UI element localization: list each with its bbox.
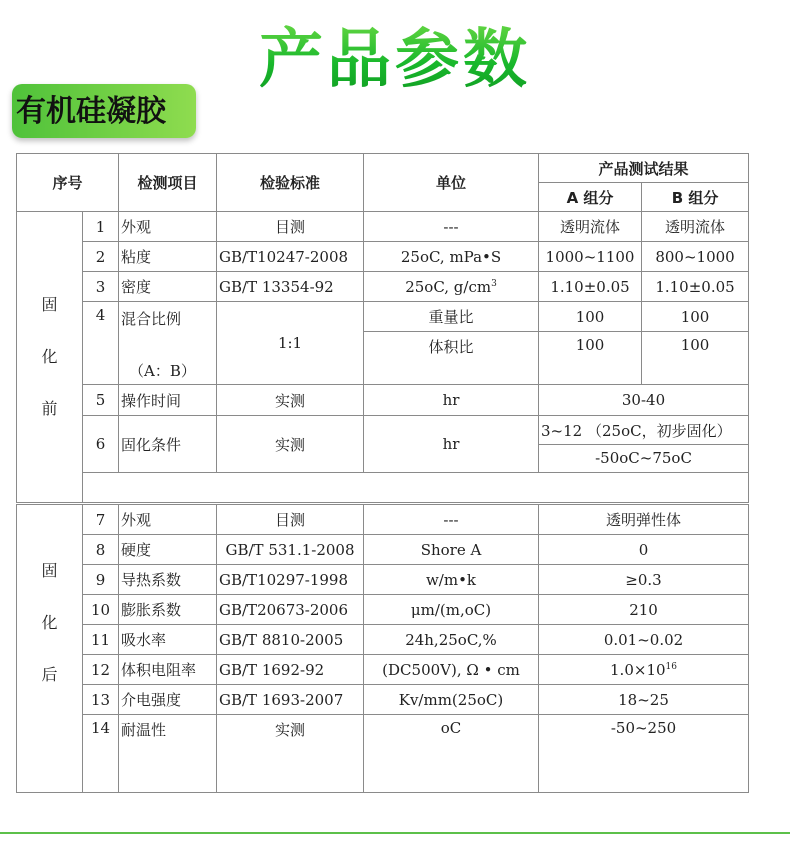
row-unit: --- bbox=[364, 212, 539, 242]
row-ab: 0.01~0.02 bbox=[539, 625, 749, 655]
row-no: 2 bbox=[83, 242, 119, 272]
group-after-cure: 固 化 后 bbox=[17, 505, 83, 793]
row-standard: 实测 bbox=[217, 715, 364, 793]
header-standard: 检验标准 bbox=[217, 154, 364, 212]
table-row bbox=[17, 416, 749, 445]
row-unit: oC bbox=[364, 715, 539, 793]
row-b: 透明流体 bbox=[642, 212, 749, 242]
row-item: 粘度 bbox=[119, 242, 217, 272]
row-ab: 0 bbox=[539, 535, 749, 565]
row-item: 膨胀系数 bbox=[119, 595, 217, 625]
row-item: 外观 bbox=[119, 212, 217, 242]
row-standard: 目测 bbox=[217, 212, 364, 242]
header-unit: 单位 bbox=[364, 154, 539, 212]
group-before-cure: 固 化 前 bbox=[17, 212, 83, 503]
row-no: 9 bbox=[83, 565, 119, 595]
table-row bbox=[17, 302, 749, 332]
table-row bbox=[17, 242, 749, 272]
table-row bbox=[17, 655, 749, 685]
row-item: 外观 bbox=[119, 505, 217, 535]
row-standard: GB/T 1692-92 bbox=[217, 655, 364, 685]
row-b: 1.10±0.05 bbox=[642, 272, 749, 302]
row-standard: GB/T 1693-2007 bbox=[217, 685, 364, 715]
row-item: 耐温性 bbox=[119, 715, 217, 793]
row-unit: hr bbox=[364, 385, 539, 416]
row-unit: 25oC, $g/cm^3$ bbox=[364, 272, 539, 302]
row-standard: GB/T20673-2006 bbox=[217, 595, 364, 625]
row-a: 透明流体 bbox=[539, 212, 642, 242]
row-no: 11 bbox=[83, 625, 119, 655]
row-item: 介电强度 bbox=[119, 685, 217, 715]
row-unit: Shore A bbox=[364, 535, 539, 565]
row-no: 7 bbox=[83, 505, 119, 535]
row-standard: GB/T10247-2008 bbox=[217, 242, 364, 272]
row-item: 硬度 bbox=[119, 535, 217, 565]
table-row bbox=[17, 212, 749, 242]
row-b: 100 bbox=[642, 332, 749, 385]
row-ab: -50oC~75oC bbox=[539, 445, 749, 473]
row-unit: --- bbox=[364, 505, 539, 535]
row-ab: 18~25 bbox=[539, 685, 749, 715]
row-standard: GB/T 8810-2005 bbox=[217, 625, 364, 655]
row-ab: $1.0\times 10^{16}$ bbox=[539, 655, 749, 685]
spec-table bbox=[16, 153, 749, 503]
row-standard: 目测 bbox=[217, 505, 364, 535]
table-row bbox=[17, 625, 749, 655]
row-no: 14 bbox=[83, 715, 119, 793]
row-unit: w/m•k bbox=[364, 565, 539, 595]
table-row bbox=[17, 385, 749, 416]
spec-table-after bbox=[16, 504, 749, 793]
table-header-row bbox=[17, 154, 749, 183]
row-no: 10 bbox=[83, 595, 119, 625]
row-no: 6 bbox=[83, 416, 119, 473]
row-standard: 1:1 bbox=[217, 302, 364, 385]
row-no: 13 bbox=[83, 685, 119, 715]
row-standard: 实测 bbox=[217, 385, 364, 416]
row-b: 100 bbox=[642, 302, 749, 332]
row-ab: -50~250 bbox=[539, 715, 749, 793]
row-item: 吸水率 bbox=[119, 625, 217, 655]
header-a: A 组分 bbox=[539, 183, 642, 212]
row-a: 100 bbox=[539, 332, 642, 385]
row-unit: μm/(m,oC) bbox=[364, 595, 539, 625]
row-item: 混合比例 （A：B） bbox=[119, 302, 217, 385]
row-unit: 25oC, mPa•S bbox=[364, 242, 539, 272]
header-b: B 组分 bbox=[642, 183, 749, 212]
table-row bbox=[17, 715, 749, 793]
row-standard: GB/T 13354-92 bbox=[217, 272, 364, 302]
row-a: 1.10±0.05 bbox=[539, 272, 642, 302]
row-standard: GB/T10297-1998 bbox=[217, 565, 364, 595]
row-standard: GB/T 531.1-2008 bbox=[217, 535, 364, 565]
row-unit: 24h,25oC,% bbox=[364, 625, 539, 655]
row-no: 8 bbox=[83, 535, 119, 565]
bottom-divider bbox=[0, 832, 790, 834]
row-a: 1000~1100 bbox=[539, 242, 642, 272]
row-item: 密度 bbox=[119, 272, 217, 302]
row-unit: Kv/mm(25oC) bbox=[364, 685, 539, 715]
table-row bbox=[17, 685, 749, 715]
row-item: 操作时间 bbox=[119, 385, 217, 416]
row-standard: 实测 bbox=[217, 416, 364, 473]
row-ab: 30-40 bbox=[539, 385, 749, 416]
row-item: 体积电阻率 bbox=[119, 655, 217, 685]
table-row bbox=[17, 535, 749, 565]
table-row-spacer bbox=[17, 473, 749, 503]
row-no: 1 bbox=[83, 212, 119, 242]
row-ab: 透明弹性体 bbox=[539, 505, 749, 535]
row-ab: 210 bbox=[539, 595, 749, 625]
header-result: 产品测试结果 bbox=[539, 154, 749, 183]
table-row bbox=[17, 505, 749, 535]
table-row bbox=[17, 595, 749, 625]
table-row bbox=[17, 565, 749, 595]
row-item: 固化条件 bbox=[119, 416, 217, 473]
row-b: 800~1000 bbox=[642, 242, 749, 272]
section-badge-label: 有机硅凝胶 bbox=[16, 94, 166, 129]
row-unit: hr bbox=[364, 416, 539, 473]
row-ab: ≥0.3 bbox=[539, 565, 749, 595]
row-item: 导热系数 bbox=[119, 565, 217, 595]
row-no: 3 bbox=[83, 272, 119, 302]
row-unit: (DC500V), Ω • cm bbox=[364, 655, 539, 685]
row-unit: 重量比 bbox=[364, 302, 539, 332]
row-no: 5 bbox=[83, 385, 119, 416]
table-row bbox=[17, 272, 749, 302]
header-seq: 序号 bbox=[17, 154, 119, 212]
row-no: 4 bbox=[83, 302, 119, 385]
row-unit: 体积比 bbox=[364, 332, 539, 385]
row-no: 12 bbox=[83, 655, 119, 685]
page-title: 产品参数 bbox=[0, 8, 790, 100]
header-item: 检测项目 bbox=[119, 154, 217, 212]
row-a: 100 bbox=[539, 302, 642, 332]
row-ab: 3~12 （25oC，初步固化） bbox=[539, 416, 749, 445]
